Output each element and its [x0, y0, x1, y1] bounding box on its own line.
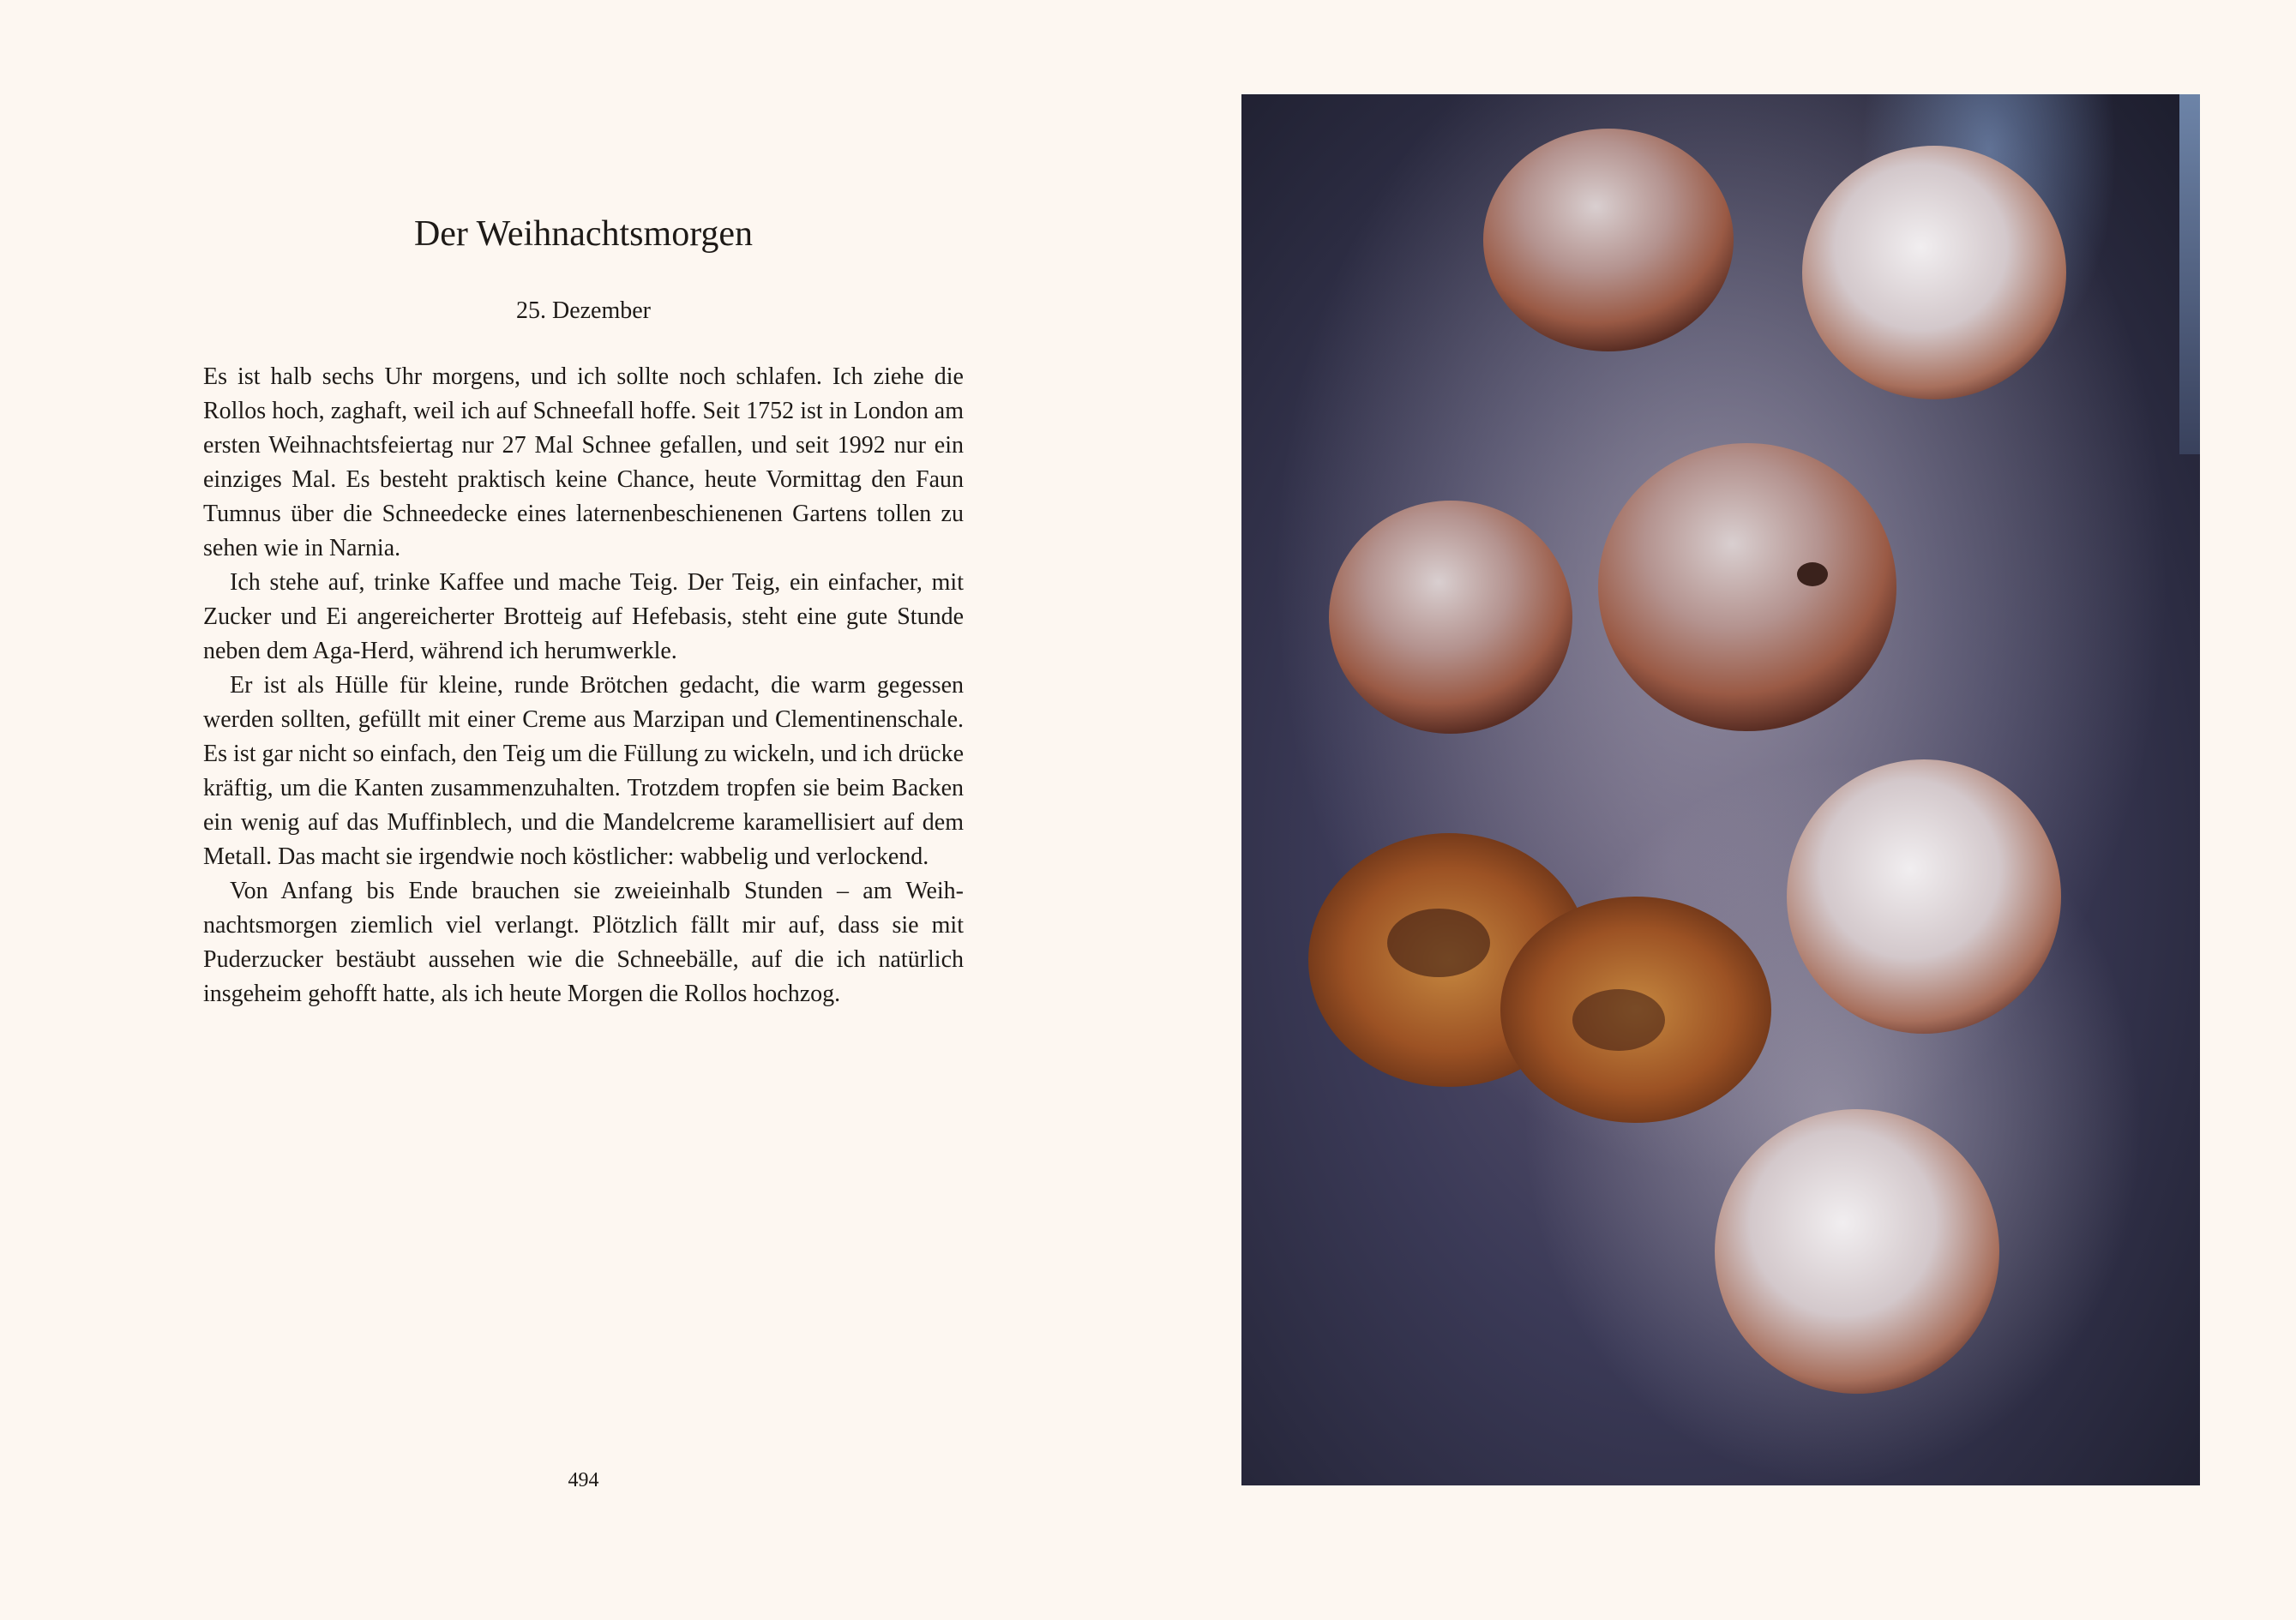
- paragraph-2: Ich stehe auf, trinke Kaffee und mache Teig. Der Teig, ein einfacher, mit Zucker und Ei angereicherter Brotteig auf Hefebasis, steht eine gute Stunde neben dem Aga-Herd, während ich herumwerkle.: [203, 569, 964, 664]
- sugar-dusted-buns-photo: [1241, 94, 2200, 1485]
- bun-1: [1483, 129, 1734, 351]
- body-text: [203, 360, 964, 1011]
- buns-illustration: [1241, 94, 2200, 1485]
- chapter-heading: Der Weihnachtsmorgen: [413, 214, 754, 254]
- bun-7: [1715, 1109, 1999, 1394]
- bun-5-broken-right: [1500, 897, 1771, 1123]
- bun-6: [1787, 759, 2061, 1034]
- chapter-date: 25. Dezember: [515, 297, 652, 324]
- paragraph-4: Von Anfang bis Ende brauchen sie zweieinhalb Stunden – am Weihnachtsmorgen ziemlich viel verlangt. Plötzlich fällt mir auf, dass sie mit Puderzucker bestäubt aussehen wie die Schneebälle, auf die ich natürlich insgeheim gehofft hatte, als ich heute Morgen die Rollos hochzog.: [203, 878, 964, 1007]
- bun-3: [1329, 501, 1572, 734]
- page-number: 494: [568, 1469, 599, 1491]
- paragraph-3: Er ist als Hülle für kleine, runde Brötchen gedacht, die warm gegessen werden sollten, gefüllt mit einer Creme aus Marzipan und Clementinenschale. Es ist gar nicht so einfach, den Teig um die Füllung zu wickeln, und ich drücke kräftig, um die Kanten zusammenzuhalten. Trotzdem tropfen sie beim Backen ein wenig auf das Muffinblech, und die Mandelcreme karamellisiert auf dem Metall. Das macht sie irgendwie noch köstlicher: wabbelig und verlockend.: [203, 672, 964, 870]
- bun-4: [1598, 443, 1896, 731]
- paragraph-1: Es ist halb sechs Uhr morgens, und ich sollte noch schlafen. Ich ziehe die Rollos hoch, zaghaft, weil ich auf Schneefall hoffe. Seit 1752 ist in London am ersten Weihnachtsfeiertag nur 27 Mal Schnee gefallen, und seit 1992 nur ein einziges Mal. Es besteht praktisch keine Chance, heute Vormittag den Faun Tumnus über die Schneedecke eines laternenbeschienenen Gartens tollen zu sehen wie in Narnia.: [203, 363, 964, 561]
- bun-2: [1802, 146, 2066, 399]
